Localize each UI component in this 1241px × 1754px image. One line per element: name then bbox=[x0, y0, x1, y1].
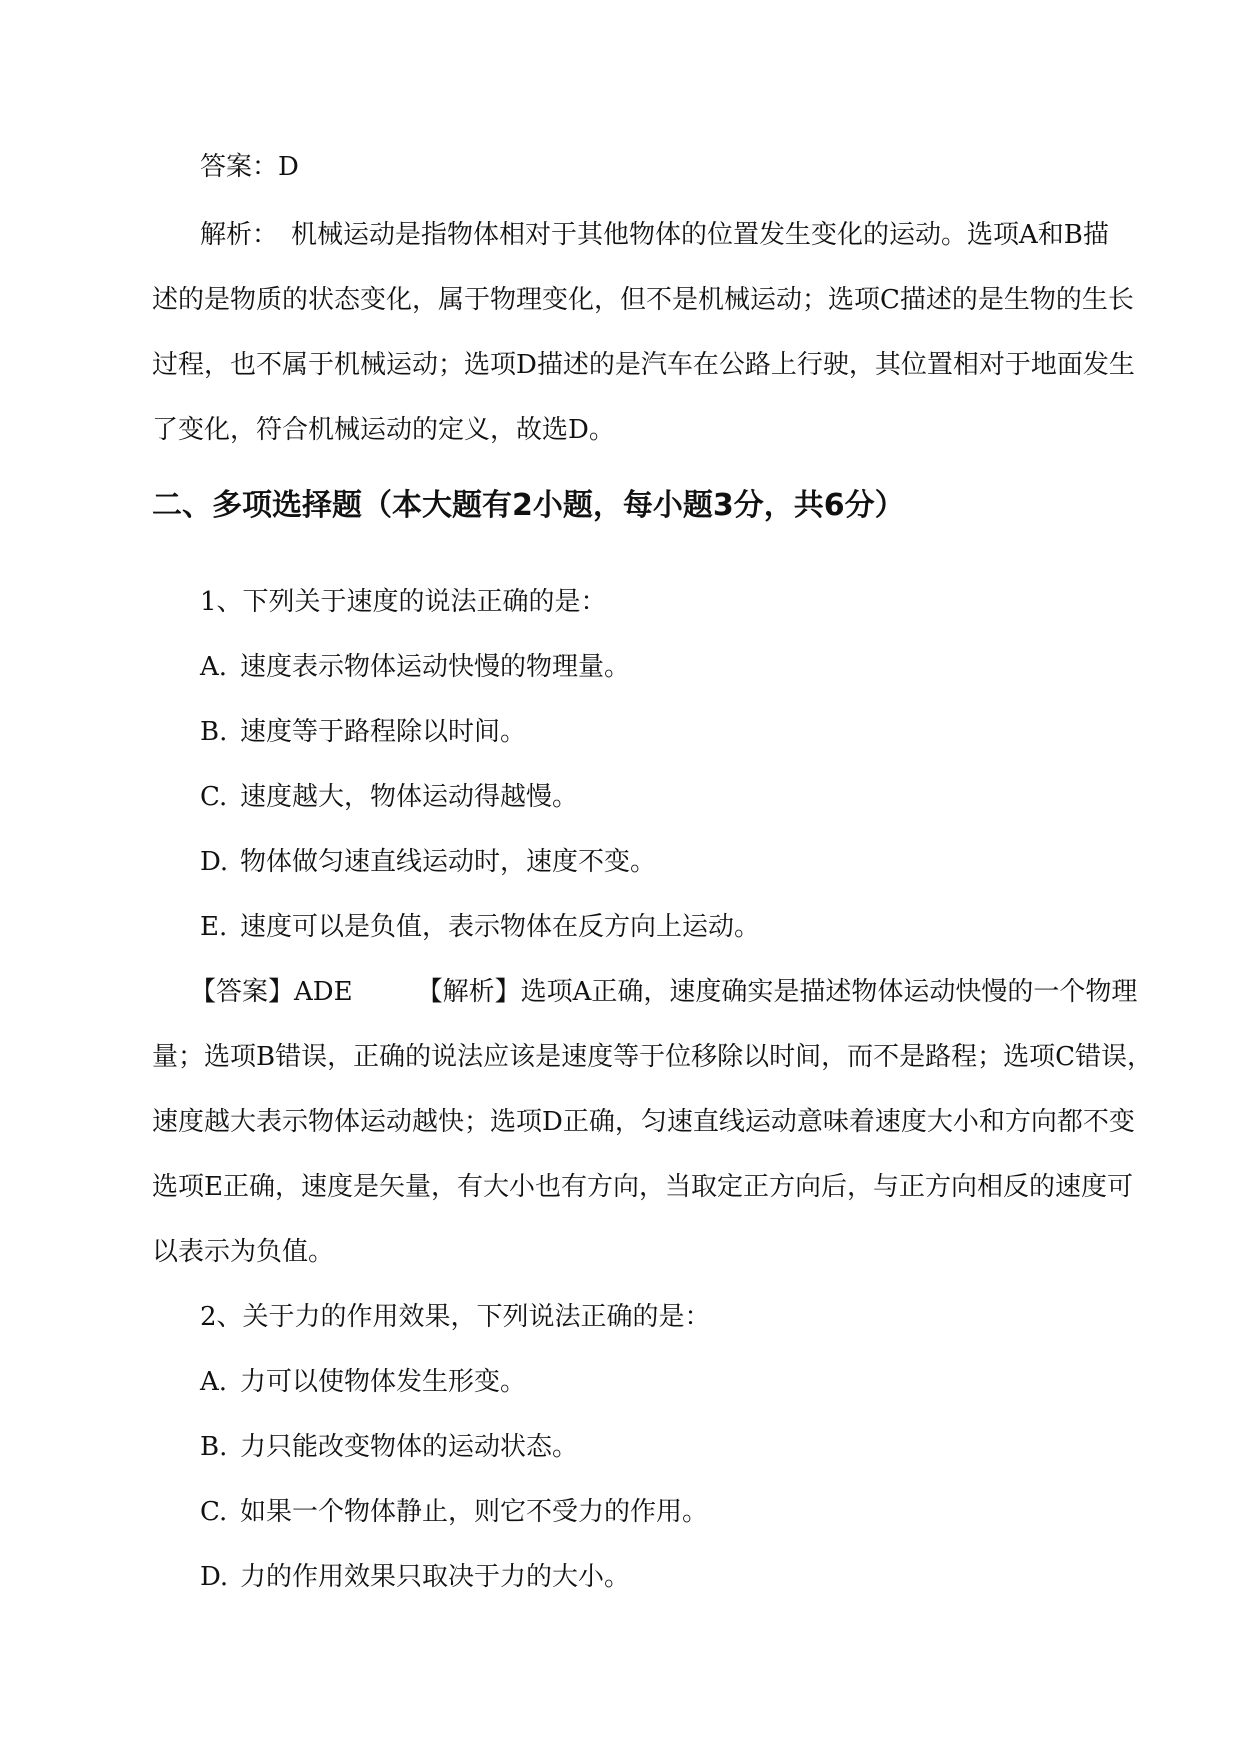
section-heading: 二、多项选择题（本大题有2小题，每小题3分，共6分） bbox=[152, 488, 905, 523]
q1-option-d: D. 物体做匀速直线运动时，速度不变。 bbox=[200, 847, 657, 877]
prev-analysis-line-2: 述的是物质的状态变化，属于物理变化，但不是机械运动；选项C描述的是生物的生长 bbox=[152, 285, 1134, 315]
q1-analysis-line-4: 选项E正确，速度是矢量，有大小也有方向，当取定正方向后，与正方向相反的速度可 bbox=[152, 1172, 1133, 1202]
q1-stem: 1、下列关于速度的说法正确的是： bbox=[200, 587, 607, 617]
prev-analysis-line-4: 了变化，符合机械运动的定义，故选D。 bbox=[152, 415, 615, 445]
prev-analysis-line-1: 解析： 机械运动是指物体相对于其他物体的位置发生变化的运动。选项A和B描 bbox=[200, 220, 1109, 250]
q2-option-b: B. 力只能改变物体的运动状态。 bbox=[200, 1432, 579, 1462]
q1-option-b: B. 速度等于路程除以时间。 bbox=[200, 717, 527, 747]
q1-analysis-line-1: 【解析】选项A正确，速度确实是描述物体运动快慢的一个物理 bbox=[416, 977, 1138, 1007]
q1-option-c: C. 速度越大，物体运动得越慢。 bbox=[200, 782, 579, 812]
q1-analysis-line-3: 速度越大表示物体运动越快；选项D正确，匀速直线运动意味着速度大小和方向都不变 bbox=[152, 1107, 1135, 1137]
q1-option-a: A. 速度表示物体运动快慢的物理量。 bbox=[200, 652, 631, 682]
q1-analysis-line-2: 量；选项B错误，正确的说法应该是速度等于位移除以时间，而不是路程；选项C错误， bbox=[152, 1042, 1154, 1072]
q2-option-a: A. 力可以使物体发生形变。 bbox=[200, 1367, 527, 1397]
prev-answer: 答案：D bbox=[200, 152, 299, 182]
q2-option-c: C. 如果一个物体静止，则它不受力的作用。 bbox=[200, 1497, 709, 1527]
q2-stem: 2、关于力的作用效果，下列说法正确的是： bbox=[200, 1302, 711, 1332]
q1-analysis-line-5: 以表示为负值。 bbox=[152, 1237, 335, 1267]
q1-answer: 【答案】ADE bbox=[190, 977, 353, 1007]
q2-option-d: D. 力的作用效果只取决于力的大小。 bbox=[200, 1562, 631, 1592]
q1-answer-line bbox=[190, 975, 1137, 1009]
q1-option-e: E. 速度可以是负值，表示物体在反方向上运动。 bbox=[200, 912, 761, 942]
prev-analysis-line-3: 过程，也不属于机械运动；选项D描述的是汽车在公路上行驶，其位置相对于地面发生 bbox=[152, 350, 1135, 380]
